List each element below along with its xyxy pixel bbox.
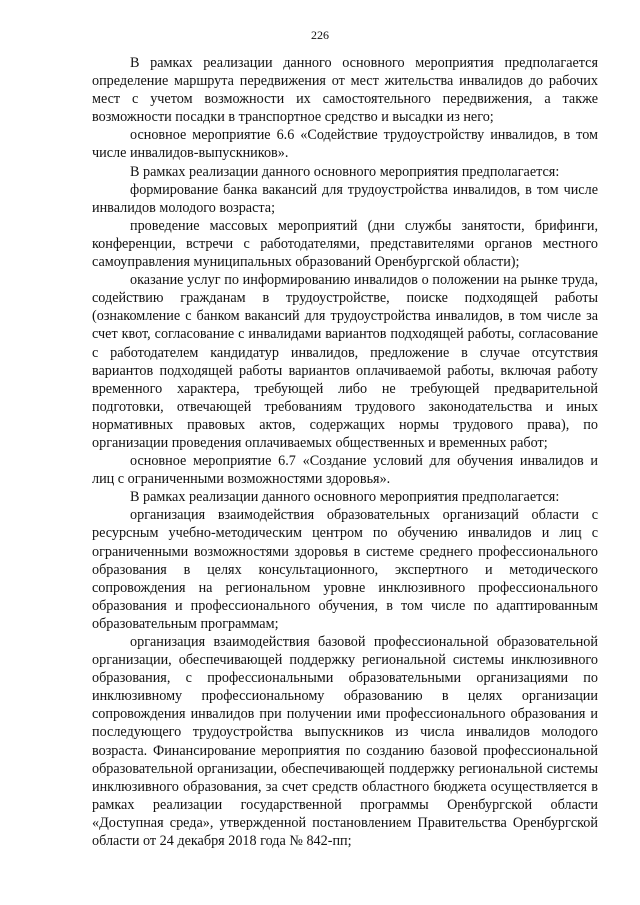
paragraph-mass-events: проведение массовых мероприятий (дни службы занятости, брифинги, конференции, встречи с работодателями, представителями органов местного самоуправления муниципальных образований Оренбургской области); xyxy=(92,217,598,271)
paragraph-resource-center: организация взаимодействия образовательных организаций области с ресурсным учебно-методическим центром по обучению инвалидов и лиц с ограниченными возможностями здоровья в системе среднего профессионального образования в целях консультационного, экспертного и методического сопровождения на региональном уровне инклюзивного профессионального образования и профессионального обучения, в том числе по адаптированным образовательным программам; xyxy=(92,507,598,632)
paragraph-route-planning: В рамках реализации данного основного мероприятия предполагается определение маршрута передвижения от мест жительства инвалидов до рабочих мест с учетом возможности их самостоятельного передвижения, а также возможности посадки в транспортное средство и высадки из него; xyxy=(92,55,598,126)
page-number: 226 xyxy=(311,28,329,42)
paragraph-measure-6-6: основное мероприятие 6.6 «Содействие трудоустройству инвалидов, в том числе инвалидов-выпускников». xyxy=(92,127,598,162)
paragraph-informing-services: оказание услуг по информированию инвалидов о положении на рынке труда, содействию гражданам в трудоустройстве, поиске подходящей работы (ознакомление с банком вакансий для трудоустройства инвалидов, в том числе за счет квот, согласование с инвалидами вариантов подходящей работы, согласование с работодателем кандидатур инвалидов, предложение в случае отсутствия вариантов подходящей работы вариантов оплачиваемой работы, включая работу временного характера, требующей либо не требующей предварительной подготовки, отвечающей требованиям трудового законодательства и иных нормативных правовых актов, содержащих нормы трудового права), по организации проведения оплачиваемых общественных и временных работ; xyxy=(92,272,598,451)
paragraph-expected-intro-1: В рамках реализации данного основного мероприятия предполагается: xyxy=(130,163,560,180)
paragraph-vacancy-bank: формирование банка вакансий для трудоустройства инвалидов, в том числе инвалидов молодого возраста; xyxy=(92,181,598,216)
paragraph-expected-intro-2: В рамках реализации данного основного мероприятия предполагается: xyxy=(130,489,560,506)
paragraph-measure-6-7: основное мероприятие 6.7 «Создание условий для обучения инвалидов и лиц с ограниченными возможностями здоровья». xyxy=(92,453,598,488)
document-body xyxy=(92,54,598,850)
paragraph-base-organization: организация взаимодействия базовой профессиональной образовательной организации, обеспечивающей поддержку региональной системы инклюзивного образования, с профессиональными образовательными организациями по инклюзивному профессиональному образованию в целях организации сопровождения инвалидов при получении ими профессионального образования и последующего трудоустройства выпускников из числа инвалидов молодого возраста. Финансирование мероприятия по созданию базовой профессиональной образовательной организации, обеспечивающей поддержку региональной системы инклюзивного образования, за счет средств областного бюджета осуществляется в рамках реализации государственной программы Оренбургской области «Доступная среда», утвержденной постановлением Правительства Оренбургской области от 24 декабря 2018 года № 842-пп; xyxy=(92,634,598,850)
